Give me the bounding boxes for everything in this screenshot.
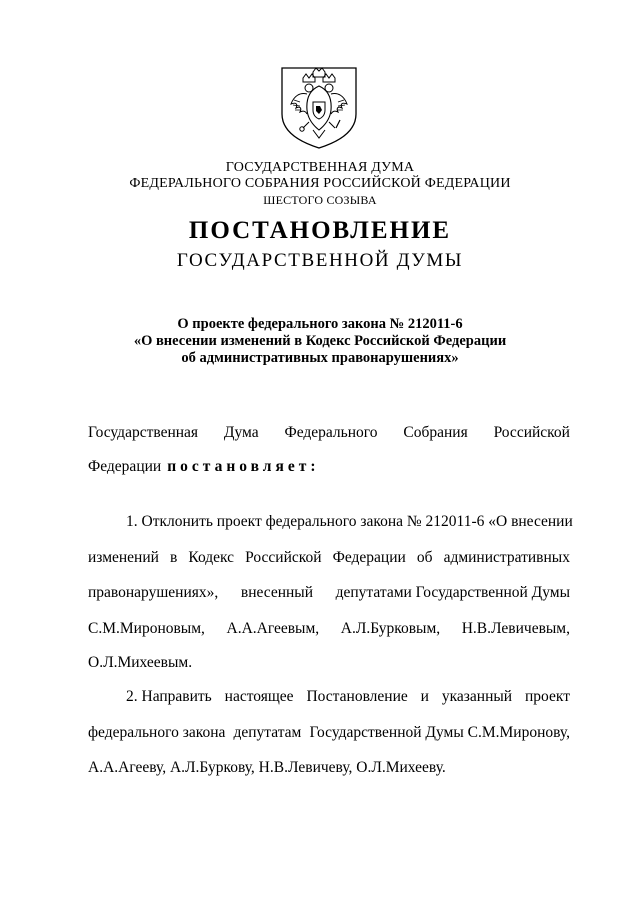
issuer-title-line1: ГОСУДАРСТВЕННАЯ ДУМА bbox=[225, 160, 415, 175]
item2-part: настоящее bbox=[224, 688, 294, 705]
item2-part: федерального закона bbox=[88, 724, 226, 741]
item2-line3: А.А.Агееву, А.Л.Буркову, Н.В.Левичеву, О.Л.Михееву. bbox=[88, 759, 446, 776]
item2-line2 bbox=[88, 724, 570, 742]
item2-part: 2. Направить bbox=[126, 688, 212, 705]
item1-word: в bbox=[170, 549, 178, 566]
preamble-line2-start: Федерации bbox=[88, 458, 162, 475]
preamble-line2 bbox=[88, 458, 320, 476]
deputy-name: А.А.Агеевым, bbox=[226, 620, 320, 637]
item1-part: внесенный bbox=[240, 584, 314, 601]
item2-part: и bbox=[420, 688, 429, 705]
item1-word: Кодекс bbox=[188, 549, 235, 566]
item2-part: проект bbox=[525, 688, 570, 705]
item2-line1 bbox=[126, 688, 570, 706]
subject-line2: «О внесении изменений в Кодекс Российской Федерации bbox=[133, 333, 507, 349]
deputy-name: С.М.Мироновым, bbox=[88, 620, 205, 637]
item1-part: депутатами Государственной Думы bbox=[335, 584, 570, 601]
item2-part: Постановление bbox=[306, 688, 408, 705]
subject-line3: об административных правонарушениях» bbox=[181, 350, 459, 366]
deputy-name: Н.В.Левичевым, bbox=[461, 620, 570, 637]
convocation-line: ШЕСТОГО СОЗЫВА bbox=[263, 193, 377, 207]
preamble-word: Российской bbox=[493, 424, 570, 441]
deputy-name: А.Л.Бурковым, bbox=[340, 620, 441, 637]
item1-line3 bbox=[88, 584, 570, 602]
document-type: ПОСТАНОВЛЕНИЕ bbox=[188, 217, 452, 244]
decree-word: постановляет: bbox=[167, 458, 320, 475]
item1-line4 bbox=[88, 620, 570, 638]
item2-part: депутатам bbox=[233, 724, 302, 741]
item1-word: Российской bbox=[245, 549, 322, 566]
item1-word: изменений bbox=[88, 549, 159, 566]
preamble-word: Федерального bbox=[284, 424, 378, 441]
preamble-line1 bbox=[88, 424, 570, 442]
item1-word: административных bbox=[443, 549, 570, 566]
subject-line1: О проекте федерального закона № 212011-6 bbox=[177, 316, 463, 332]
preamble-word: Дума bbox=[223, 424, 259, 441]
preamble-word: Государственная bbox=[88, 424, 199, 441]
item1-line5: О.Л.Михеевым. bbox=[88, 654, 193, 671]
item1-part: правонарушениях», bbox=[88, 584, 219, 601]
preamble-word: Собрания bbox=[403, 424, 468, 441]
item1-line1: 1. Отклонить проект федерального закона № 212011-6 «О внесении bbox=[126, 513, 573, 530]
document-issuer: ГОСУДАРСТВЕННОЙ ДУМЫ bbox=[176, 250, 464, 271]
item1-line2 bbox=[88, 549, 570, 567]
item2-part: Государственной Думы С.М.Миронову, bbox=[309, 724, 570, 741]
item1-word: об bbox=[416, 549, 433, 566]
item1-word: Федерации bbox=[332, 549, 406, 566]
item2-part: указанный bbox=[441, 688, 513, 705]
issuer-title-line2: ФЕДЕРАЛЬНОГО СОБРАНИЯ РОССИЙСКОЙ ФЕДЕРАЦИИ bbox=[129, 176, 511, 191]
russian-coat-of-arms-icon bbox=[276, 64, 362, 150]
